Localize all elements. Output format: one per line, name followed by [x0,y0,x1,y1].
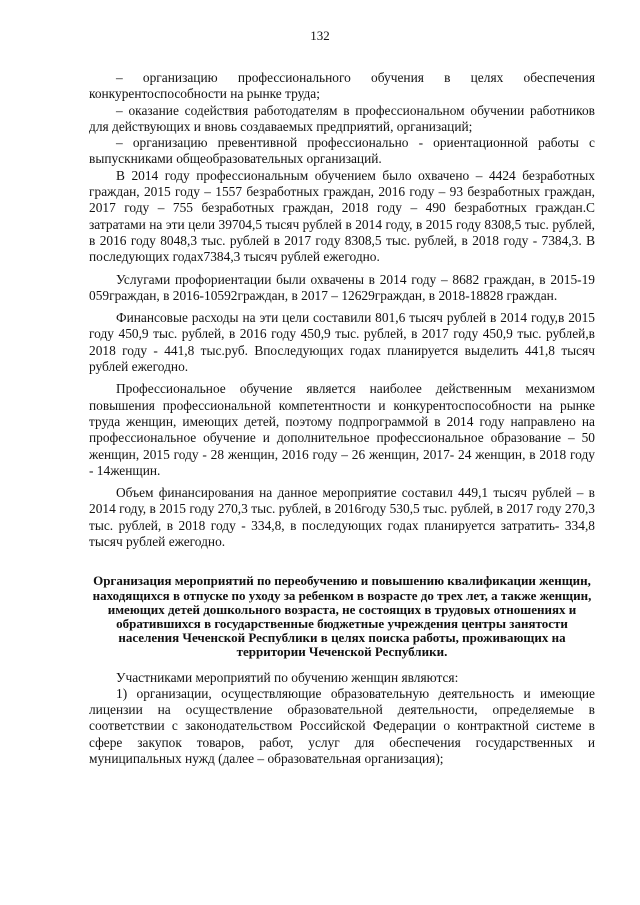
paragraph: 1) организации, осуществляющие образовательную деятельность и имеющие лицензии на осуществление образовательной деятельности, определяемые в соответствии с законодательством Российской Федерации о контрактной системе в сфере закупок товаров, работ, услуг для обеспечения государственных и муниципальных нужд (далее – образовательная организация); [89,685,595,767]
paragraph: – организацию превентивной профессионально - ориентационной работы с выпускниками общеобразовательных организаций. [89,135,595,167]
page-number: 132 [310,28,330,43]
paragraph: Профессиональное обучение является наиболее действенным механизмом повышения профессиональной компетентности и конкурентоспособности на рынке труда женщин, имеющих детей, поэтому подпрограммой в 2014 году направлено на профессиональное обучение и дополнительное профессиональное образование – 50 женщин, 2015 году - 28 женщин, 2016 году – 26 женщин, 2017- 24 женщин, в 2018 году - 14женщин. [89,381,595,478]
paragraph: Финансовые расходы на эти цели составили 801,6 тысяч рублей в 2014 году,в 2015 году 450,9 тыс. рублей, в 2016 году 450,9 тыс. рублей, в 2017 году 450,9 тыс. рублей,в 2018 году - 441,8 тыс.руб. Впоследующих годах планируется выделить 441,8 тысяч рублей ежегодно. [89,310,595,375]
paragraph: Услугами профориентации были охвачены в 2014 году – 8682 граждан, в 2015-19 059граждан, в 2016-10592граждан, в 2017 – 12629граждан, в 2018-18828 граждан. [89,271,595,303]
section-heading: Организация мероприятий по переобучению и повышению квалификации женщин, находящихся в отпуске по уходу за ребенком в возрасте до трех лет, а также женщин, имеющих детей дошкольного возраста, не состоящих в трудовых отношениях и обратившихся в государственные бюджетные учреждения центры занятости населения Чеченской Республики в целях поиска работы, проживающих на территории Чеченской Республики. [92,573,592,660]
paragraph: – оказание содействия работодателям в профессиональном обучении работников для действующих и вновь создаваемых предприятий, организаций; [89,102,595,134]
paragraph: – организацию профессионального обучения в целях обеспечения конкурентоспособности на рынке труда; [89,70,595,102]
paragraph: Объем финансирования на данное мероприятие составил 449,1 тысяч рублей – в 2014 году, в 2015 году 270,3 тыс. рублей, в 2016году 530,5 тыс. рублей, в 2017 году 270,3 тыс. рублей, в 2018 году - 334,8, в последующих годах планируется затратить- 334,8 тысяч рублей ежегодно. [89,485,595,550]
document-body [89,70,595,767]
paragraph: В 2014 году профессиональным обучением было охвачено – 4424 безработных граждан, 2015 году – 1557 безработных граждан, 2016 году – 93 безработных граждан, 2017 году – 755 безработных граждан, 2018 году – 490 безработных граждан.С затратами на эти цели 39704,5 тысяч рублей в 2014 году, в 2015 году 8308,5 тыс. рублей, в 2016 году 8048,3 тыс. рублей в 2017 году 8308,5 тыс. рублей, в 2018 году - 7384,3. В последующих годах7384,3 тысяч рублей ежегодно. [89,167,595,265]
paragraph: Участниками мероприятий по обучению женщин являются: [116,669,459,685]
